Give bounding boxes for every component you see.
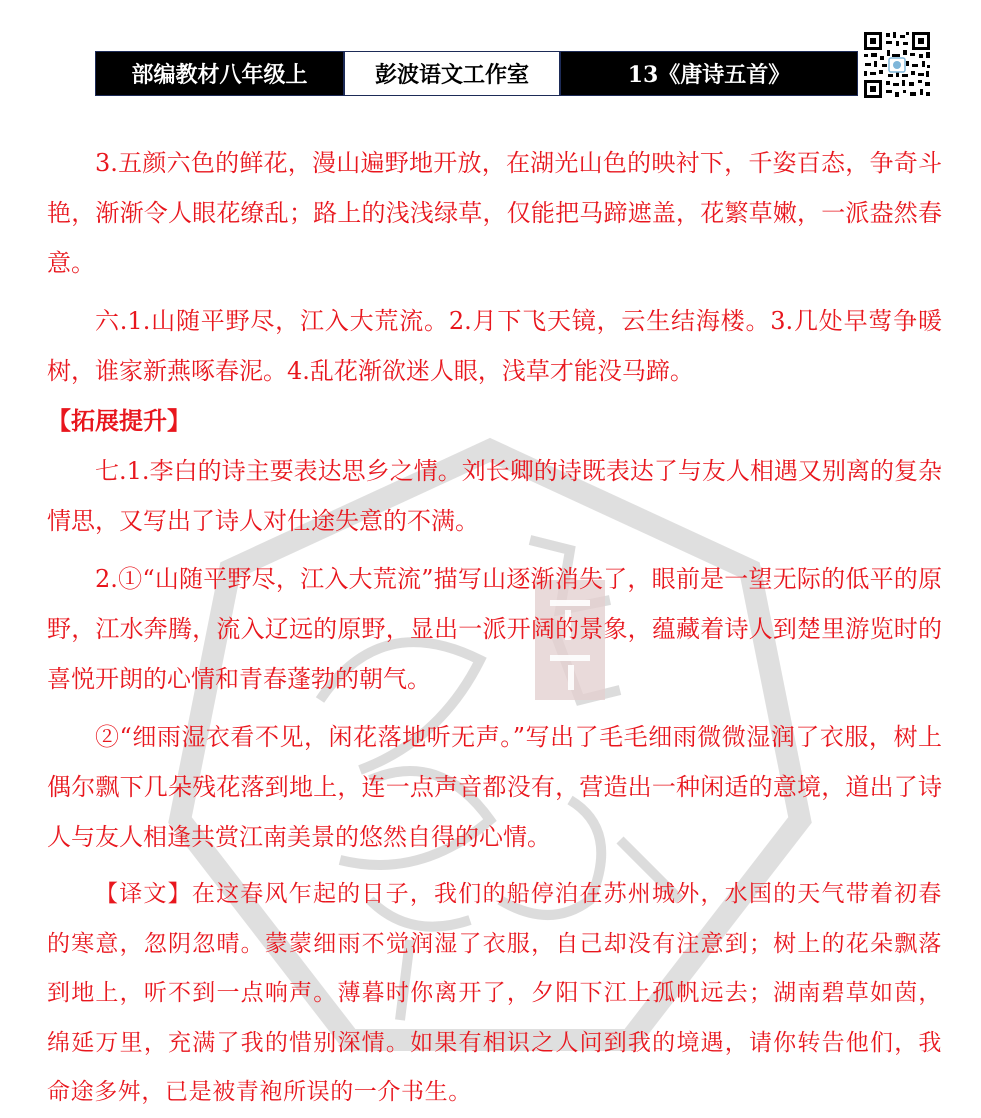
section-heading-extension: 【拓展提升】 <box>47 406 191 435</box>
qr-code-icon <box>862 30 932 100</box>
header-studio-label: 彭波语文工作室 <box>343 52 561 95</box>
translation-paragraph: 【译文】在这春风乍起的日子，我们的船停泊在苏州城外，水国的天气带着初春的寒意，忽阴忽晴。蒙蒙细雨不觉润湿了衣服，自己却没有注意到；树上的花朵飘落到地上，听不到一点响声。薄暮时你离开了，夕阳下江上孤帆远去；湖南碧草如茵，绵延万里，充满了我的惜别深情。如果有相识之人问到我的境遇，请你转告他们，我命途多舛，已是被青袍所误的一介书生。 <box>47 881 942 1105</box>
header-lesson-label: 13《唐诗五首》 <box>561 52 857 95</box>
answer-content <box>47 138 942 1118</box>
header-bar <box>95 51 858 96</box>
answer-item-2-part-1: 2.①“山随平野尽，江入大荒流”描写山逐渐消失了，眼前是一望无际的低平的原野，江水奔腾，流入辽远的原野，显出一派开阔的景象，蕴藏着诗人到楚里游览时的喜悦开朗的心情和青春蓬勃的朝气。 <box>47 565 942 693</box>
answer-section-6: 六.1.山随平野尽，江入大荒流。2.月下飞天镜，云生结海楼。3.几处早莺争暖树，谁家新燕啄春泥。4.乱花渐欲迷人眼，浅草才能没马蹄。 <box>47 307 942 385</box>
answer-paragraph-3: 3.五颜六色的鲜花，漫山遍野地开放，在湖光山色的映衬下，千姿百态，争奇斗艳，渐渐令人眼花缭乱；路上的浅浅绿草，仅能把马蹄遮盖，花繁草嫩，一派盎然春意。 <box>47 149 942 277</box>
answer-section-7-item-1: 七.1.李白的诗主要表达思乡之情。刘长卿的诗既表达了与友人相遇又别离的复杂情思，又写出了诗人对仕途失意的不满。 <box>47 457 942 535</box>
header-textbook-label: 部编教材八年级上 <box>96 52 343 95</box>
answer-item-2-part-2: ②“细雨湿衣看不见，闲花落地听无声。”写出了毛毛细雨微微湿润了衣服，树上偶尔飘下几朵残花落到地上，连一点声音都没有，营造出一种闲适的意境，道出了诗人与友人相逢共赏江南美景的悠然自得的心情。 <box>47 723 942 851</box>
